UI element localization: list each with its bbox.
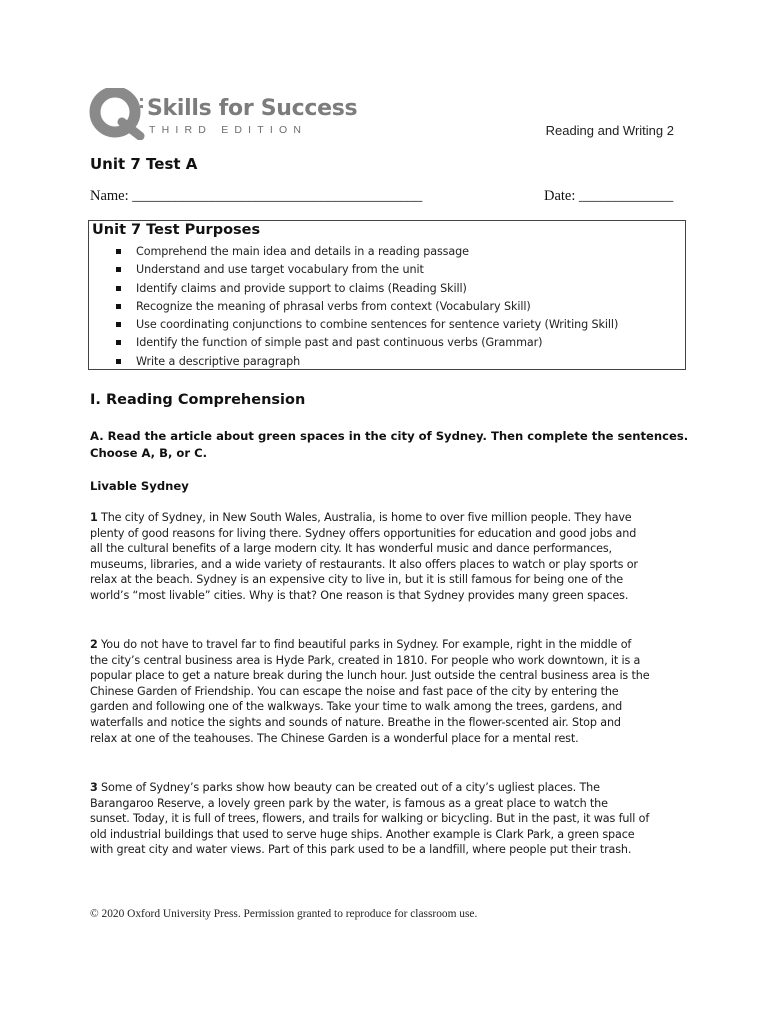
- brand-edition: THIRD EDITION: [149, 124, 308, 136]
- purposes-list: [112, 243, 618, 371]
- purpose-item: Recognize the meaning of phrasal verbs from context (Vocabulary Skill): [112, 298, 618, 316]
- purpose-item: Write a descriptive paragraph: [112, 353, 618, 371]
- purposes-title: Unit 7 Test Purposes: [92, 222, 261, 238]
- brand-title: Skills for Success: [147, 96, 358, 121]
- paragraph-number: 2: [90, 638, 98, 651]
- article-paragraph: 1 The city of Sydney, in New South Wales, Australia, is home to over five million people. They have plenty of good reasons for living there. Sydney offers opportunities for education and good jobs and all the cultural benefits of a large modern city. It has wonderful music and dance performances, museums, libraries, and a wide variety of restaurants. It also offers places to watch or play sports or relax at the beach. Sydney is an expensive city to live in, but it is still famous for being one of the world’s “most livable” cities. Why is that? One reason is that Sydney provides many green spaces.: [90, 511, 638, 602]
- series-title: Reading and Writing 2: [545, 123, 674, 138]
- purpose-item: Understand and use target vocabulary from the unit: [112, 261, 618, 279]
- paragraph-number: 3: [90, 781, 98, 794]
- section-heading: I. Reading Comprehension: [90, 392, 306, 408]
- bullet-icon: [116, 267, 121, 272]
- purpose-item: Identify claims and provide support to claims (Reading Skill): [112, 280, 618, 298]
- bullet-icon: [116, 322, 121, 327]
- paragraph-number: 1: [90, 511, 98, 524]
- article-paragraph: 2 You do not have to travel far to find beautiful parks in Sydney. For example, right in the middle of the city’s central business area is Hyde Park, created in 1810. For people who work downtown, it is a popular place to get a nature break during the lunch hour. Just outside the central business area is the Chinese Garden of Friendship. You can escape the noise and fast pace of the city by entering the garden and following one of the walkways. Take your time to walk among the trees, gardens, and waterfalls and notice the sights and sounds of nature. Breathe in the flower-scented air. Stop and relax at one of the teahouses. The Chinese Garden is a wonderful place for a mental rest.: [90, 638, 650, 745]
- bullet-icon: [116, 249, 121, 254]
- date-field[interactable]: Date: _____________: [544, 188, 674, 204]
- article-title: Livable Sydney: [90, 479, 189, 493]
- instruction-text: A. Read the article about green spaces in the city of Sydney. Then complete the sentences. Choose A, B, or C.: [90, 429, 689, 460]
- bullet-icon: [116, 340, 121, 345]
- article-paragraph: 3 Some of Sydney’s parks show how beauty can be created out of a city’s ugliest places. The Barangaroo Reserve, a lovely green park by the water, is famous as a great place to watch the sunset. Today, it is full of trees, flowers, and trails for walking or bicycling. But in the past, it was full of old industrial buildings that used to serve huge ships. Another example is Clark Park, a green space with great city and water views. Part of this park used to be a landfill, where people put their trash.: [90, 781, 650, 857]
- purpose-item: Identify the function of simple past and past continuous verbs (Grammar): [112, 334, 618, 352]
- name-field[interactable]: Name: ________________________________________: [90, 188, 423, 204]
- bullet-icon: [116, 359, 121, 364]
- copyright-footer: © 2020 Oxford University Press. Permission granted to reproduce for classroom use.: [90, 908, 478, 920]
- purpose-item: Comprehend the main idea and details in a reading passage: [112, 243, 618, 261]
- bullet-icon: [116, 304, 121, 309]
- test-title: Unit 7 Test A: [90, 155, 198, 173]
- purpose-item: Use coordinating conjunctions to combine sentences for sentence variety (Writing Skill): [112, 316, 618, 334]
- bullet-icon: [116, 286, 121, 291]
